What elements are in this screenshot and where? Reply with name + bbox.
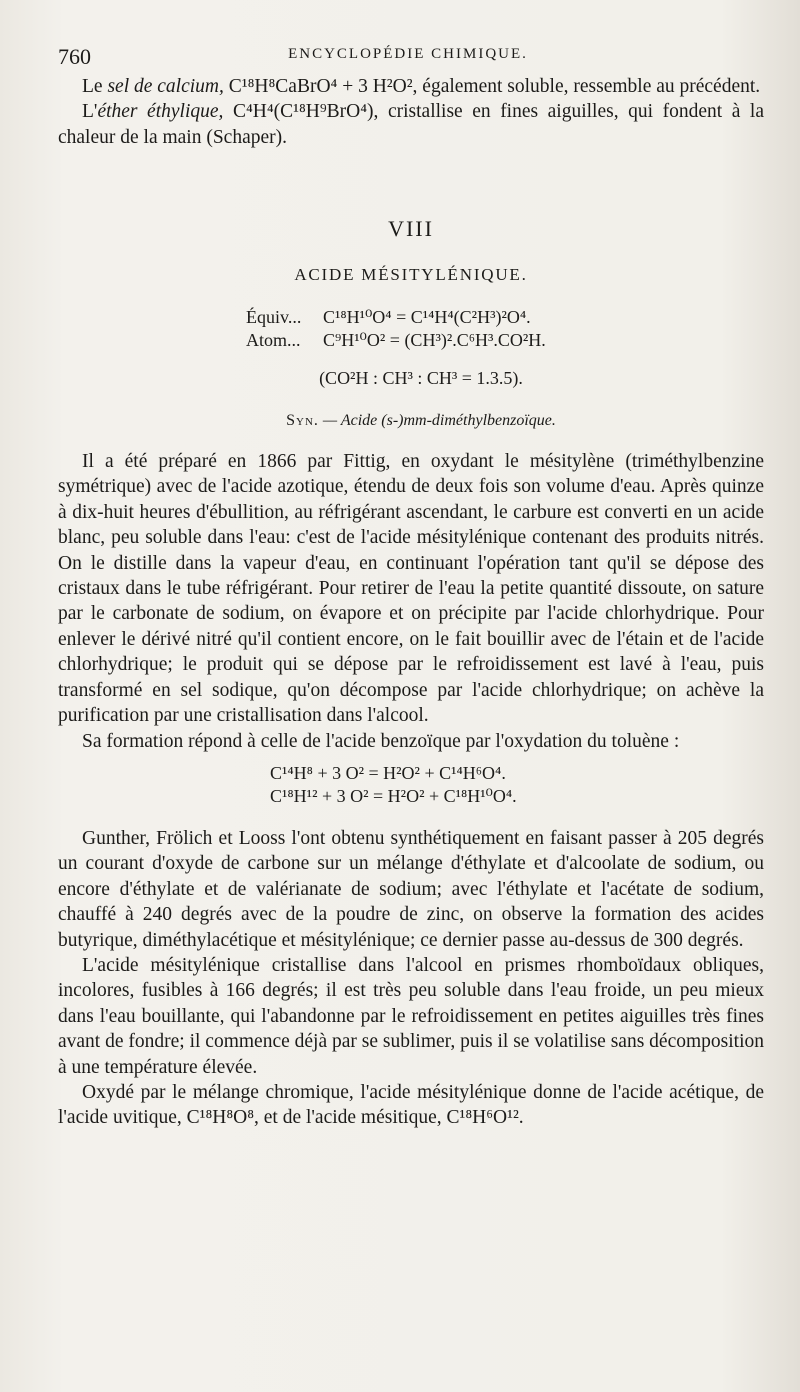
ether-paragraph <box>58 99 764 150</box>
atom-formula-row <box>246 329 764 352</box>
ether-prefix: L' <box>82 101 98 123</box>
calcium-salt-paragraph <box>58 74 764 99</box>
formation-paragraph: Sa formation répond à celle de l'acide benzoïque par l'oxydation du toluène : <box>82 730 680 752</box>
calcium-prefix: Le <box>82 76 108 97</box>
synonym-text: — Acide (s-)mm-diméthylbenzoïque. <box>318 411 556 429</box>
equation-toluene: C¹⁴H⁸ + 3 O² = H²O² + C¹⁴H⁶O⁴. <box>270 762 506 783</box>
section-title: ACIDE MÉSITYLÉNIQUE. <box>294 265 528 285</box>
page-number: 760 <box>58 44 91 69</box>
preparation-paragraph: Il a été préparé en 1866 par Fittig, en oxydant le mésitylène (triméthylbenzine symétrique) avec de l'acide azotique, étendu de deux fois son volume d'eau. Après quinze à dix-huit heures d'ébullition, au réfrigérant ascendant, le carbure est converti en un acide blanc, peu soluble dans l'eau: c'est de l'acide mésitylénique contenant des produits nitrés. On le distille dans la vapeur d'eau, en continuant l'opération tant qu'il se dépose des cristaux dans le tube réfrigérant. Pour retirer de l'eau la petite quantité dissoute, on sature par le carbonate de sodium, on évapore et on précipite par l'acide chlorhydrique. Pour enlever le dérivé nitré qu'il contient encore, on le fait bouillir avec de l'étain et de l'acide chlorhydrique; le produit qui se dépose par le refroidissement est lavé à l'eau, puis transformé en sel sodique, qu'on décompose par l'acide chlorhydrique; on achève la purification par une cristallisation dans l'alcool. <box>58 451 764 727</box>
equiv-formula: C¹⁸H¹⁰O⁴ = C¹⁴H⁴(C²H³)²O⁴. <box>323 307 531 328</box>
formula-block <box>246 306 764 352</box>
calcium-salt-text: C¹⁸H⁸CaBrO⁴ + 3 H²O², également soluble, ressemble au précédent. <box>223 76 761 97</box>
atom-label: Atom... <box>246 330 301 351</box>
substituent-positions: (CO²H : CH³ : CH³ = 1.3.5). <box>319 368 523 389</box>
synthesis-paragraph: Gunther, Frölich et Looss l'ont obtenu synthétiquement en faisant passer à 205 degrés un courant d'oxyde de carbone sur un mélange d'éthylate et d'alcoolate de sodium, ou encore d'éthylate et de valérianate de sodium; avec l'éthylate et l'acétate de sodium, chauffé à 240 degrés avec de la poudre de zinc, on observe la formation des acides butyrique, diméthylacétique et mésitylénique; ce dernier passe au-dessus de 300 degrés. <box>58 827 764 951</box>
synonym-line <box>78 408 764 433</box>
ether-text: C⁴H⁴(C¹⁸H⁹BrO⁴), cristallise en fines aiguilles, qui fondent à la chaleur de la main (Schaper). <box>58 101 764 148</box>
section-number: VIII <box>388 216 434 242</box>
equiv-formula-row <box>246 306 764 329</box>
ether-name: éther éthylique, <box>97 101 224 123</box>
oxidation-paragraph: Oxydé par le mélange chromique, l'acide mésitylénique donne de l'acide acétique, de l'acide uvitique, C¹⁸H⁸O⁸, et de l'acide mésitique, C¹⁸H⁶O¹². <box>58 1081 764 1129</box>
properties-paragraph: L'acide mésitylénique cristallise dans l'alcool en prismes rhomboïdaux obliques, incolores, fusibles à 166 degrés; il est très peu soluble dans l'eau froide, un peu mieux dans l'eau bouillante, qui l'abandonne par le refroidissement en petites aiguilles très fines avant de fondre; il commence déjà par se sublimer, puis il se volatilise sans décomposition à une température élevée. <box>58 954 764 1078</box>
synonym-label: Syn. <box>286 411 319 429</box>
equiv-label: Équiv... <box>246 307 302 328</box>
atom-formula: C⁹H¹⁰O² = (CH³)².C⁶H³.CO²H. <box>323 330 546 351</box>
equation-mesitylene: C¹⁸H¹² + 3 O² = H²O² + C¹⁸H¹⁰O⁴. <box>270 785 517 806</box>
calcium-salt-name: sel de calcium, <box>107 76 224 97</box>
equations-block <box>270 762 764 808</box>
running-title: ENCYCLOPÉDIE CHIMIQUE. <box>288 46 528 62</box>
page-content <box>58 68 764 1131</box>
